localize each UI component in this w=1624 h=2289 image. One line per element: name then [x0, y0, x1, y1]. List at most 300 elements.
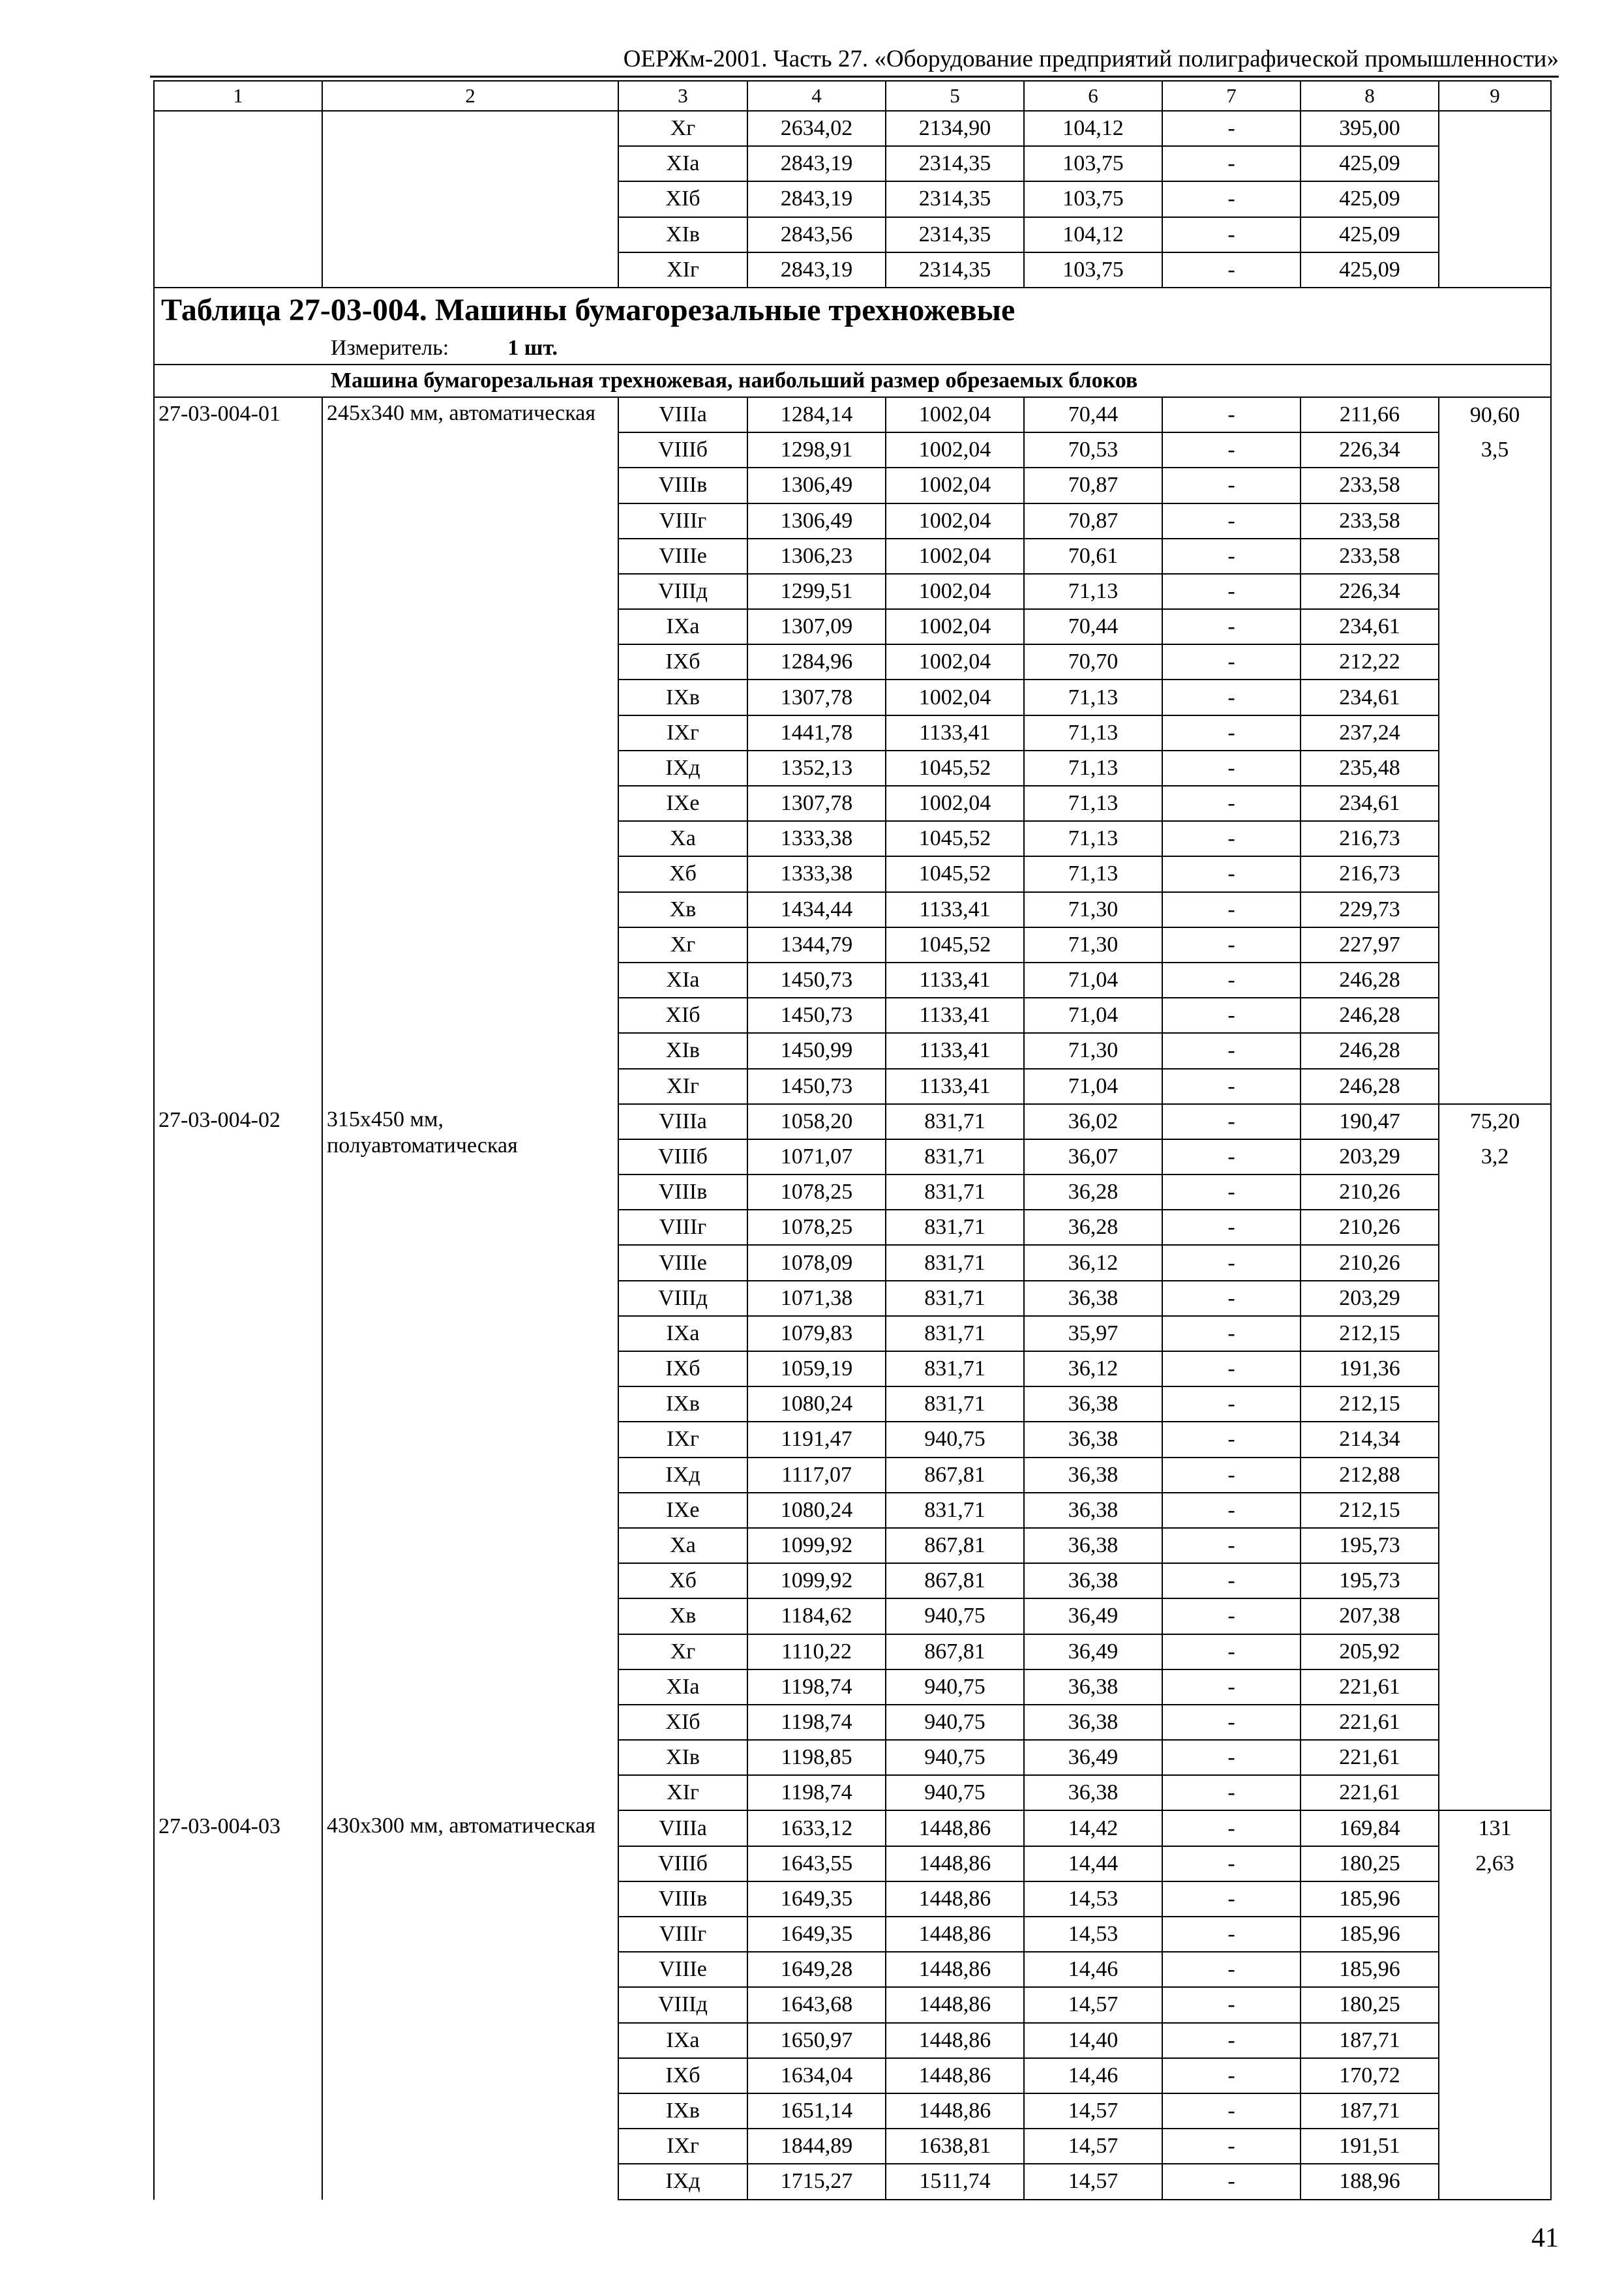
col7-cell: -: [1162, 1917, 1301, 1952]
machine-cost-cell: 103,75: [1024, 181, 1162, 217]
total-cost-cell: 1078,25: [747, 1210, 886, 1245]
zone-cell: VIIIа: [618, 1810, 747, 1846]
col7-cell: -: [1162, 111, 1301, 146]
machine-cost-cell: 36,49: [1024, 1634, 1162, 1669]
total-cost-cell: 1441,78: [747, 715, 886, 751]
zone-cell: IXв: [618, 2093, 747, 2129]
wages-cell: 867,81: [886, 1563, 1024, 1598]
wages-cell: 1045,52: [886, 751, 1024, 786]
total-cost-cell: 1078,25: [747, 1174, 886, 1210]
zone-cell: VIIIд: [618, 1987, 747, 2022]
column-number: 8: [1301, 81, 1439, 111]
wages-cell: 1045,52: [886, 856, 1024, 891]
total-cost-cell: 2843,19: [747, 146, 886, 181]
header-title: ОЕРЖм-2001. Часть 27. «Оборудование предприятий полиграфической промышленности»: [623, 46, 1559, 72]
total-cost-cell: 1649,35: [747, 1917, 886, 1952]
machine-cost-cell: 14,57: [1024, 1987, 1162, 2022]
column-number: 4: [747, 81, 886, 111]
col7-cell: -: [1162, 1069, 1301, 1104]
zone-cell: Xб: [618, 856, 747, 891]
col7-cell: -: [1162, 181, 1301, 217]
materials-cell: 226,34: [1301, 432, 1439, 468]
wages-cell: 831,71: [886, 1245, 1024, 1280]
wages-cell: 1133,41: [886, 1033, 1024, 1068]
table-title-row: [154, 288, 1551, 333]
total-cost-cell: 1333,38: [747, 821, 886, 856]
machine-cost-cell: 36,38: [1024, 1281, 1162, 1316]
machine-cost-cell: 36,38: [1024, 1528, 1162, 1563]
materials-cell: 203,29: [1301, 1281, 1439, 1316]
total-cost-cell: 1715,27: [747, 2164, 886, 2199]
col7-cell: -: [1162, 2058, 1301, 2093]
materials-cell: 188,96: [1301, 2164, 1439, 2199]
rates-table: [153, 80, 1552, 2200]
materials-cell: 425,09: [1301, 146, 1439, 181]
wages-cell: 940,75: [886, 1598, 1024, 1634]
machine-cost-cell: 71,04: [1024, 998, 1162, 1033]
machine-cost-cell: 70,44: [1024, 397, 1162, 432]
wages-cell: 1448,86: [886, 2093, 1024, 2129]
materials-cell: 216,73: [1301, 821, 1439, 856]
wages-cell: 2134,90: [886, 111, 1024, 146]
wages-cell: 1002,04: [886, 644, 1024, 680]
machine-cost-cell: 103,75: [1024, 146, 1162, 181]
total-cost-cell: 1058,20: [747, 1104, 886, 1139]
zone-cell: XIа: [618, 146, 747, 181]
zone-cell: IXб: [618, 644, 747, 680]
wages-cell: 867,81: [886, 1458, 1024, 1493]
total-cost-cell: 1110,22: [747, 1634, 886, 1669]
wages-cell: 940,75: [886, 1775, 1024, 1810]
zone-cell: VIIIе: [618, 539, 747, 574]
wages-cell: 831,71: [886, 1351, 1024, 1386]
col7-cell: -: [1162, 1634, 1301, 1669]
col7-cell: -: [1162, 146, 1301, 181]
zone-cell: Xв: [618, 892, 747, 927]
wages-cell: 831,71: [886, 1281, 1024, 1316]
materials-cell: 207,38: [1301, 1598, 1439, 1634]
col7-cell: -: [1162, 1174, 1301, 1210]
col7-cell: -: [1162, 252, 1301, 288]
materials-cell: 221,61: [1301, 1775, 1439, 1810]
col7-cell: -: [1162, 1033, 1301, 1068]
section-heading-row: [154, 365, 1551, 397]
wages-cell: 1448,86: [886, 1917, 1024, 1952]
wages-cell: 940,75: [886, 1422, 1024, 1457]
zone-cell: IXб: [618, 1351, 747, 1386]
col9-cell: 90,60: [1439, 397, 1551, 432]
wages-cell: 1002,04: [886, 397, 1024, 432]
col7-cell: -: [1162, 1810, 1301, 1846]
total-cost-cell: 1434,44: [747, 892, 886, 927]
wages-cell: 1002,04: [886, 432, 1024, 468]
machine-cost-cell: 14,53: [1024, 1917, 1162, 1952]
wages-cell: 1002,04: [886, 680, 1024, 715]
zone-cell: XIв: [618, 1740, 747, 1775]
machine-cost-cell: 104,12: [1024, 217, 1162, 252]
col7-cell: -: [1162, 1987, 1301, 2022]
col7-cell: -: [1162, 963, 1301, 998]
col7-cell: -: [1162, 1528, 1301, 1563]
wages-cell: 1002,04: [886, 609, 1024, 644]
wages-cell: 1002,04: [886, 468, 1024, 503]
col7-cell: -: [1162, 1104, 1301, 1139]
materials-cell: 425,09: [1301, 217, 1439, 252]
code-cell: 27-03-004-02: [154, 1104, 322, 1811]
column-number: 6: [1024, 81, 1162, 111]
table-row: [154, 1810, 1551, 1846]
zone-cell: Xб: [618, 1563, 747, 1598]
machine-cost-cell: 36,38: [1024, 1775, 1162, 1810]
col7-cell: -: [1162, 856, 1301, 891]
machine-cost-cell: 14,46: [1024, 2058, 1162, 2093]
total-cost-cell: 1284,96: [747, 644, 886, 680]
wages-cell: 831,71: [886, 1493, 1024, 1528]
column-number: 7: [1162, 81, 1301, 111]
wages-cell: 1045,52: [886, 821, 1024, 856]
zone-cell: XIв: [618, 217, 747, 252]
col7-cell: -: [1162, 1422, 1301, 1457]
materials-cell: 235,48: [1301, 751, 1439, 786]
section-heading: Машина бумагорезальная трехножевая, наибольший размер обрезаемых блоков: [154, 365, 1551, 397]
machine-cost-cell: 36,38: [1024, 1422, 1162, 1457]
total-cost-cell: 1352,13: [747, 751, 886, 786]
materials-cell: 233,58: [1301, 503, 1439, 539]
machine-cost-cell: 71,30: [1024, 927, 1162, 963]
total-cost-cell: 1649,35: [747, 1881, 886, 1917]
wages-cell: 831,71: [886, 1139, 1024, 1174]
col7-cell: -: [1162, 892, 1301, 927]
materials-cell: 210,26: [1301, 1210, 1439, 1245]
column-number: 9: [1439, 81, 1551, 111]
wages-cell: 1133,41: [886, 715, 1024, 751]
total-cost-cell: 1071,38: [747, 1281, 886, 1316]
machine-cost-cell: 36,28: [1024, 1210, 1162, 1245]
col9-cell: 2,63: [1439, 1846, 1551, 1881]
materials-cell: 221,61: [1301, 1705, 1439, 1740]
zone-cell: XIг: [618, 1069, 747, 1104]
materials-cell: 203,29: [1301, 1139, 1439, 1174]
col7-cell: -: [1162, 1493, 1301, 1528]
total-cost-cell: 1078,09: [747, 1245, 886, 1280]
col7-cell: -: [1162, 1598, 1301, 1634]
machine-cost-cell: 71,04: [1024, 963, 1162, 998]
col7-cell: -: [1162, 751, 1301, 786]
description-cell: [322, 111, 618, 288]
materials-cell: 395,00: [1301, 111, 1439, 146]
wages-cell: 1133,41: [886, 998, 1024, 1033]
col7-cell: -: [1162, 1351, 1301, 1386]
materials-cell: 169,84: [1301, 1810, 1439, 1846]
machine-cost-cell: 14,57: [1024, 2164, 1162, 2199]
materials-cell: 205,92: [1301, 1634, 1439, 1669]
col9-cell: 131: [1439, 1810, 1551, 1846]
wages-cell: 831,71: [886, 1386, 1024, 1422]
materials-cell: 187,71: [1301, 2023, 1439, 2058]
total-cost-cell: 2634,02: [747, 111, 886, 146]
zone-cell: IXа: [618, 609, 747, 644]
materials-cell: 425,09: [1301, 252, 1439, 288]
machine-cost-cell: 70,87: [1024, 468, 1162, 503]
table-row: [154, 1104, 1551, 1139]
zone-cell: VIIIв: [618, 468, 747, 503]
total-cost-cell: 1333,38: [747, 856, 886, 891]
machine-cost-cell: 71,13: [1024, 574, 1162, 609]
code-cell: 27-03-004-03: [154, 1810, 322, 2199]
total-cost-cell: 1198,85: [747, 1740, 886, 1775]
machine-cost-cell: 70,70: [1024, 644, 1162, 680]
col7-cell: -: [1162, 432, 1301, 468]
zone-cell: VIIIб: [618, 1139, 747, 1174]
materials-cell: 229,73: [1301, 892, 1439, 927]
wages-cell: 1448,86: [886, 1881, 1024, 1917]
machine-cost-cell: 14,57: [1024, 2129, 1162, 2164]
col7-cell: -: [1162, 1952, 1301, 1987]
total-cost-cell: 1450,73: [747, 963, 886, 998]
wages-cell: 831,71: [886, 1174, 1024, 1210]
wages-cell: 831,71: [886, 1104, 1024, 1139]
col7-cell: -: [1162, 2129, 1301, 2164]
total-cost-cell: 1284,14: [747, 397, 886, 432]
total-cost-cell: 1117,07: [747, 1458, 886, 1493]
col7-cell: -: [1162, 217, 1301, 252]
wages-cell: 2314,35: [886, 146, 1024, 181]
machine-cost-cell: 71,30: [1024, 1033, 1162, 1068]
total-cost-cell: 1650,97: [747, 2023, 886, 2058]
wages-cell: 831,71: [886, 1210, 1024, 1245]
materials-cell: 221,61: [1301, 1740, 1439, 1775]
machine-cost-cell: 36,02: [1024, 1104, 1162, 1139]
zone-cell: VIIIг: [618, 1917, 747, 1952]
machine-cost-cell: 71,13: [1024, 786, 1162, 821]
total-cost-cell: 1651,14: [747, 2093, 886, 2129]
description-cell: 245х340 мм, автоматическая: [322, 397, 618, 1104]
materials-cell: 212,88: [1301, 1458, 1439, 1493]
materials-cell: 226,34: [1301, 574, 1439, 609]
total-cost-cell: 1450,99: [747, 1033, 886, 1068]
materials-cell: 234,61: [1301, 786, 1439, 821]
column-number: 1: [154, 81, 322, 111]
col7-cell: -: [1162, 927, 1301, 963]
zone-cell: VIIIг: [618, 1210, 747, 1245]
zone-cell: IXд: [618, 751, 747, 786]
machine-cost-cell: 14,40: [1024, 2023, 1162, 2058]
col9-cell: [1439, 468, 1551, 1103]
total-cost-cell: 1099,92: [747, 1563, 886, 1598]
total-cost-cell: 1198,74: [747, 1775, 886, 1810]
materials-cell: 233,58: [1301, 539, 1439, 574]
materials-cell: 237,24: [1301, 715, 1439, 751]
col7-cell: -: [1162, 1245, 1301, 1280]
wages-cell: 940,75: [886, 1705, 1024, 1740]
zone-cell: VIIIа: [618, 1104, 747, 1139]
total-cost-cell: 2843,19: [747, 181, 886, 217]
page-number: 41: [1531, 2223, 1559, 2253]
materials-cell: 180,25: [1301, 1987, 1439, 2022]
total-cost-cell: 1059,19: [747, 1351, 886, 1386]
zone-cell: IXе: [618, 1493, 747, 1528]
col9-cell: 3,5: [1439, 432, 1551, 468]
zone-cell: Xв: [618, 1598, 747, 1634]
zone-cell: VIIIа: [618, 397, 747, 432]
col9-cell: 75,20: [1439, 1104, 1551, 1139]
total-cost-cell: 1844,89: [747, 2129, 886, 2164]
machine-cost-cell: 104,12: [1024, 111, 1162, 146]
materials-cell: 234,61: [1301, 680, 1439, 715]
machine-cost-cell: 70,53: [1024, 432, 1162, 468]
wages-cell: 867,81: [886, 1634, 1024, 1669]
zone-cell: IXа: [618, 1316, 747, 1351]
wages-cell: 1002,04: [886, 503, 1024, 539]
machine-cost-cell: 71,13: [1024, 856, 1162, 891]
machine-cost-cell: 36,38: [1024, 1705, 1162, 1740]
measure-row: [154, 333, 1551, 365]
materials-cell: 190,47: [1301, 1104, 1439, 1139]
zone-cell: Xа: [618, 1528, 747, 1563]
total-cost-cell: 2843,56: [747, 217, 886, 252]
wages-cell: 2314,35: [886, 181, 1024, 217]
total-cost-cell: 1306,49: [747, 503, 886, 539]
zone-cell: XIа: [618, 963, 747, 998]
zone-cell: Xг: [618, 927, 747, 963]
total-cost-cell: 1306,49: [747, 468, 886, 503]
materials-cell: 234,61: [1301, 609, 1439, 644]
column-number: 5: [886, 81, 1024, 111]
wages-cell: 1448,86: [886, 1987, 1024, 2022]
col7-cell: -: [1162, 1458, 1301, 1493]
machine-cost-cell: 14,46: [1024, 1952, 1162, 1987]
wages-cell: 1448,86: [886, 2023, 1024, 2058]
total-cost-cell: 1344,79: [747, 927, 886, 963]
machine-cost-cell: 14,42: [1024, 1810, 1162, 1846]
code-cell: 27-03-004-01: [154, 397, 322, 1104]
zone-cell: IXг: [618, 1422, 747, 1457]
machine-cost-cell: 70,61: [1024, 539, 1162, 574]
machine-cost-cell: 71,04: [1024, 1069, 1162, 1104]
total-cost-cell: 1198,74: [747, 1705, 886, 1740]
col7-cell: -: [1162, 1775, 1301, 1810]
materials-cell: 185,96: [1301, 1917, 1439, 1952]
col7-cell: -: [1162, 821, 1301, 856]
materials-cell: 212,15: [1301, 1316, 1439, 1351]
zone-cell: XIб: [618, 181, 747, 217]
zone-cell: VIIIд: [618, 574, 747, 609]
zone-cell: Xг: [618, 1634, 747, 1669]
machine-cost-cell: 36,07: [1024, 1139, 1162, 1174]
machine-cost-cell: 36,49: [1024, 1598, 1162, 1634]
table-row: [154, 397, 1551, 432]
machine-cost-cell: 36,38: [1024, 1493, 1162, 1528]
zone-cell: IXа: [618, 2023, 747, 2058]
zone-cell: VIIIб: [618, 1846, 747, 1881]
zone-cell: VIIIг: [618, 503, 747, 539]
total-cost-cell: 1080,24: [747, 1386, 886, 1422]
col7-cell: -: [1162, 2023, 1301, 2058]
zone-cell: Xг: [618, 111, 747, 146]
materials-cell: 212,15: [1301, 1386, 1439, 1422]
table-row: [154, 111, 1551, 146]
column-number: 3: [618, 81, 747, 111]
machine-cost-cell: 36,38: [1024, 1458, 1162, 1493]
wages-cell: 867,81: [886, 1528, 1024, 1563]
col7-cell: -: [1162, 1881, 1301, 1917]
col7-cell: -: [1162, 1210, 1301, 1245]
measure-cell: [154, 333, 1551, 365]
machine-cost-cell: 71,13: [1024, 821, 1162, 856]
materials-cell: 227,97: [1301, 927, 1439, 963]
machine-cost-cell: 36,12: [1024, 1351, 1162, 1386]
wages-cell: 1448,86: [886, 1846, 1024, 1881]
wages-cell: 1002,04: [886, 786, 1024, 821]
machine-cost-cell: 36,49: [1024, 1740, 1162, 1775]
materials-cell: 210,26: [1301, 1245, 1439, 1280]
total-cost-cell: 2843,19: [747, 252, 886, 288]
wages-cell: 1133,41: [886, 1069, 1024, 1104]
col7-cell: -: [1162, 680, 1301, 715]
materials-cell: 210,26: [1301, 1174, 1439, 1210]
col9-cell: [1439, 1174, 1551, 1810]
col7-cell: -: [1162, 2093, 1301, 2129]
wages-cell: 1448,86: [886, 2058, 1024, 2093]
col7-cell: -: [1162, 715, 1301, 751]
col7-cell: -: [1162, 998, 1301, 1033]
wages-cell: 1511,74: [886, 2164, 1024, 2199]
machine-cost-cell: 70,44: [1024, 609, 1162, 644]
materials-cell: 185,96: [1301, 1881, 1439, 1917]
materials-cell: 191,51: [1301, 2129, 1439, 2164]
zone-cell: IXг: [618, 715, 747, 751]
zone-cell: XIг: [618, 1775, 747, 1810]
zone-cell: VIIIв: [618, 1174, 747, 1210]
col7-cell: -: [1162, 503, 1301, 539]
table-body: [154, 81, 1551, 2200]
materials-cell: 185,96: [1301, 1952, 1439, 1987]
machine-cost-cell: 36,38: [1024, 1669, 1162, 1705]
col7-cell: -: [1162, 786, 1301, 821]
col7-cell: -: [1162, 1316, 1301, 1351]
zone-cell: IXд: [618, 2164, 747, 2199]
materials-cell: 425,09: [1301, 181, 1439, 217]
zone-cell: IXв: [618, 1386, 747, 1422]
machine-cost-cell: 36,12: [1024, 1245, 1162, 1280]
machine-cost-cell: 14,57: [1024, 2093, 1162, 2129]
machine-cost-cell: 103,75: [1024, 252, 1162, 288]
machine-cost-cell: 14,44: [1024, 1846, 1162, 1881]
description-cell: 315х450 мм, полуавтоматическая: [322, 1104, 618, 1811]
materials-cell: 246,28: [1301, 998, 1439, 1033]
materials-cell: 246,28: [1301, 1033, 1439, 1068]
total-cost-cell: 1634,04: [747, 2058, 886, 2093]
wages-cell: 2314,35: [886, 217, 1024, 252]
zone-cell: IXг: [618, 2129, 747, 2164]
machine-cost-cell: 35,97: [1024, 1316, 1162, 1351]
total-cost-cell: 1633,12: [747, 1810, 886, 1846]
machine-cost-cell: 71,30: [1024, 892, 1162, 927]
wages-cell: 1638,81: [886, 2129, 1024, 2164]
total-cost-cell: 1649,28: [747, 1952, 886, 1987]
wages-cell: 940,75: [886, 1740, 1024, 1775]
machine-cost-cell: 70,87: [1024, 503, 1162, 539]
col7-cell: -: [1162, 1563, 1301, 1598]
machine-cost-cell: 14,53: [1024, 1881, 1162, 1917]
total-cost-cell: 1450,73: [747, 1069, 886, 1104]
col7-cell: -: [1162, 609, 1301, 644]
table-title: Таблица 27-03-004. Машины бумагорезальные трехножевые: [154, 288, 1551, 333]
materials-cell: 191,36: [1301, 1351, 1439, 1386]
machine-cost-cell: 36,28: [1024, 1174, 1162, 1210]
materials-cell: 246,28: [1301, 963, 1439, 998]
page-header: [150, 39, 1559, 78]
